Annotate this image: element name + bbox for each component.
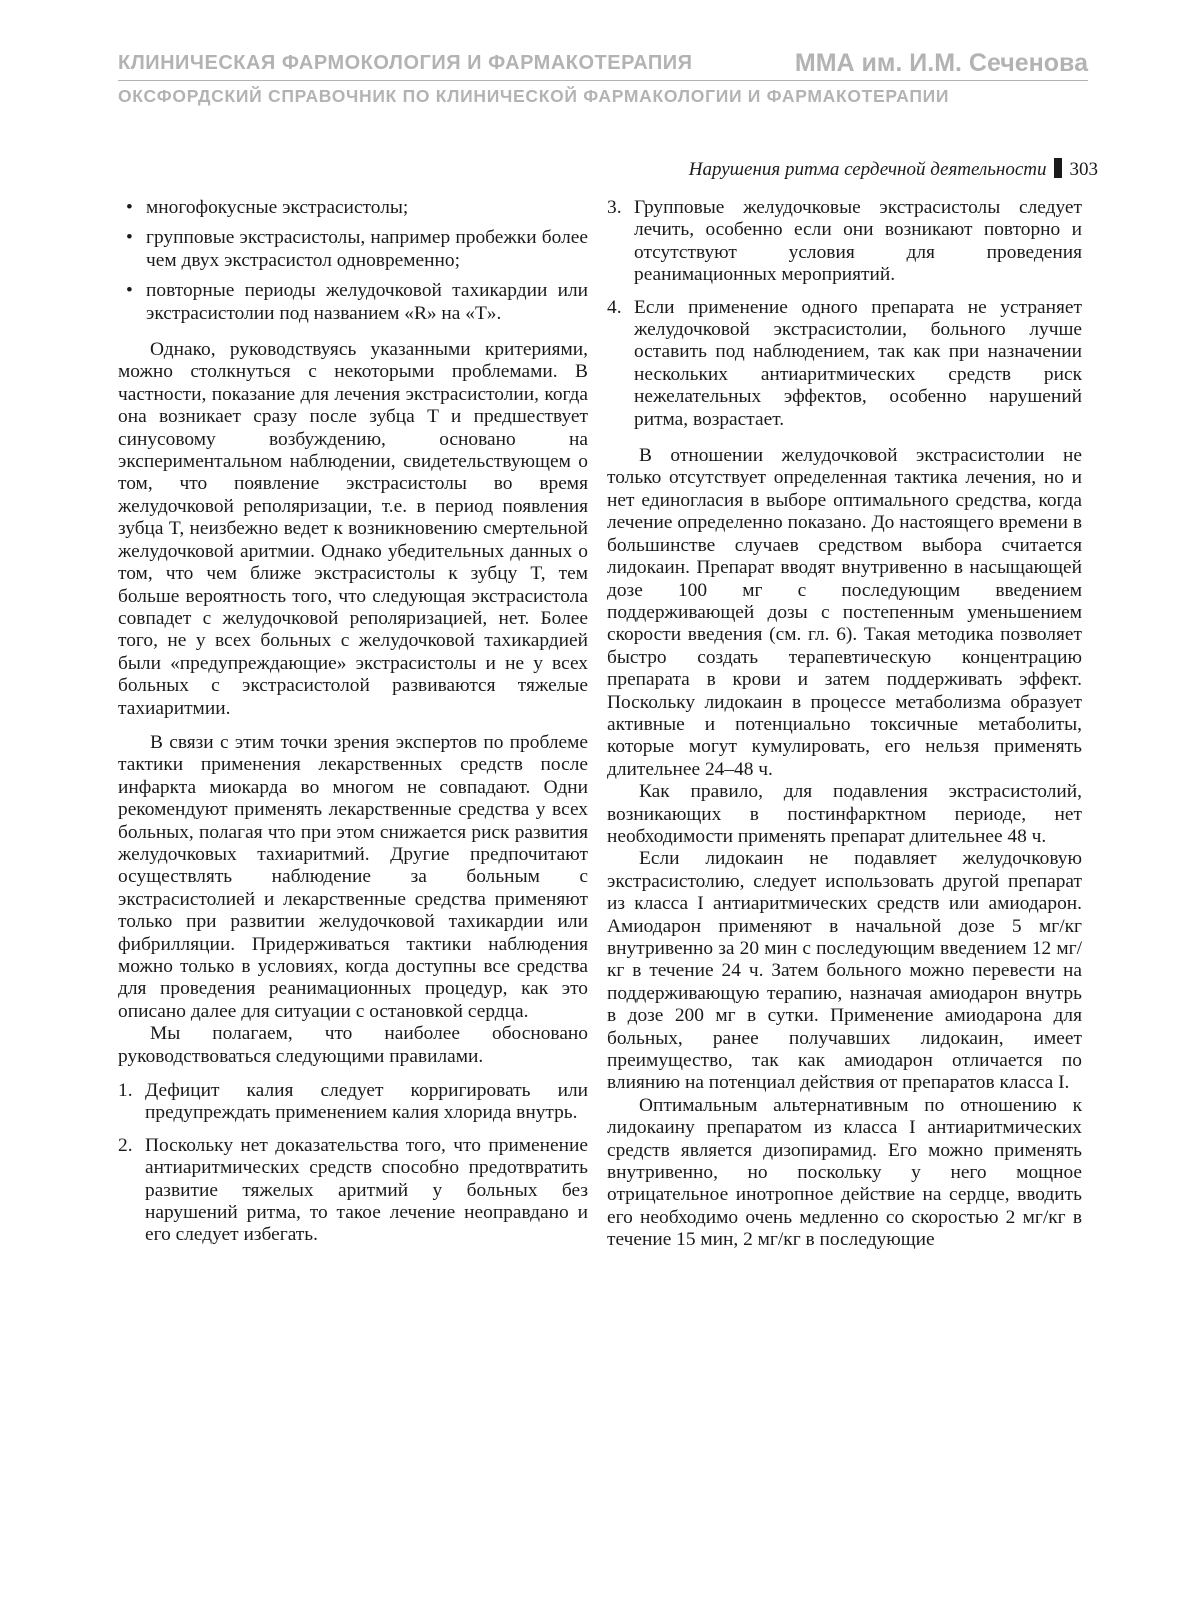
paragraph: Однако, руководствуясь указанными критериями, можно столкнуться с некоторыми проблемами. В частности, показание для лечения экстрасистолии, когда она возникает сразу после зубца T и предшествует синусовому возбуждению, основано на экспериментальном наблюдении, свидетельствующем о том, что появление экстрасистолы во время желудочковой реполяризации, т.е. в период появления зубца T, неизбежно ведет к возникновению смертельной желудочковой аритмии. Однако убедительных данных о том, что чем ближе экстрасистолы к зубцу T, тем больше вероятность того, что следующая экстрасистола совпадет с желудочковой реполяризацией, нет. Более того, не у всех больных с желудочковой тахикардией были «предупреждающие» экстрасистолы и не у всех больных с экстрасистолой развиваются тяжелые тахиаритмии.: [118, 339, 588, 719]
running-head-section: Нарушения ритма сердечной деятельности: [688, 159, 1047, 180]
item-number: 2.: [118, 1134, 133, 1156]
paragraph: Если лидокаин не подавляет желудочковую экстрасистолию, следует использовать другой препарат из класса I антиаритмических средств или амиодарон. Амиодарон применяют в начальной дозе 5 мг/кг внутривенно за 20 мин с последующим введением 12 мг/кг в течение 24 ч. Затем больного можно перевести на поддерживающую терапию, назначая амиодарон внутрь в дозе 200 мг в сутки. Применение амиодарона для больных, ранее получавших лидокаин, имеет преимущество, так как амиодарон отличается по влиянию на потенциал действия от препаратов класса I.: [607, 848, 1082, 1094]
paragraph: Оптимальным альтернативным по отношению к лидокаину препаратом из класса I антиаритмических средств является дизопирамид. Его можно применять внутривенно, но поскольку у него мощное отрицательное инотропное действие на сердце, вводить его необходимо очень медленно со скоростью 2 мг/кг в течение 15 мин, 2 мг/кг в последующие: [607, 1094, 1082, 1251]
list-item: • повторные периоды желудочковой тахикардии или экстрасистолии под названием «R» на «T».: [146, 280, 588, 325]
item-number: 1.: [118, 1080, 133, 1102]
list-item: [118, 1134, 588, 1247]
paragraph: В связи с этим точки зрения экспертов по проблеме тактики применения лекарственных средств после инфаркта миокарда во многом не совпадают. Одни рекомендуют применять лекарственные средства у всех больных, полагая что при этом снижается риск развития желудочковых тахиаритмий. Другие предпочитают осуществлять наблюдение за больным с экстрасистолией и лекарственные средства применяют только при развитии желудочковой тахикардии или фибрилляции. Придерживаться тактики наблюдения можно только в условиях, когда доступны все средства для проведения реанимационных процедур, как это описано далее для ситуации с остановкой сердца.: [118, 731, 588, 1022]
item-text: Если применение одного препарата не устраняет желудочковой экстрасистолии, больного лучше оставить под наблюдением, так как при назначении нескольких антиаритмических средств риск нежелательных эффектов, особенно нарушений ритма, возрастает.: [634, 296, 1082, 430]
running-head: [689, 158, 1098, 181]
rules-list-continued: [607, 197, 1082, 431]
paragraph: В отношении желудочковой экстрасистолии не только отсутствует определенная тактика лечения, но и нет единогласия в выборе оптимального средства, когда лечение определенно показано. До настоящего времени в большинстве случаев средством выбора считается лидокаин. Препарат вводят внутривенно в насыщающей дозе 100 мг с последующим введением поддерживающей дозы с постепенным уменьшением скорости введения (см. гл. 6). Такая методика позволяет быстро создать терапевтическую концентрацию препарата в крови и затем поддерживать эффект. Поскольку лидокаин в процессе метаболизма образует активные и потенциально токсичные метаболиты, которые могут кумулировать, его нельзя применять длительнее 24–48 ч.: [607, 445, 1082, 780]
right-column: [607, 197, 1082, 1252]
list-item: [118, 1080, 588, 1125]
list-item: • групповые экстрасистолы, например пробежки более чем двух экстрасистол одновременно;: [146, 227, 588, 272]
running-head-marker: [1054, 158, 1062, 178]
criteria-list: [118, 197, 588, 325]
item-number: 4.: [607, 296, 622, 318]
item-number: 3.: [607, 197, 622, 218]
item-text: Поскольку нет доказательства того, что применение антиаритмических средств способно предотвратить развитие тяжелых аритмий у больных без нарушений ритма, то такое лечение неоправдано и его следует избегать.: [145, 1134, 588, 1246]
header-title: КЛИНИЧЕСКАЯ ФАРМОКОЛОГИЯ И ФАРМАКОТЕРАПИЯ: [118, 52, 693, 74]
rules-list: [118, 1080, 588, 1247]
item-text: Дефицит калия следует корригировать или предупреждать применением калия хлорида внутрь.: [145, 1080, 588, 1124]
header-publisher: ММА им. И.М. Сеченова: [794, 49, 1088, 77]
page-number: 303: [1069, 159, 1098, 180]
left-column: [118, 197, 588, 1257]
header-subtitle: ОКСФОРДСКИЙ СПРАВОЧНИК ПО КЛИНИЧЕСКОЙ ФАРМАКОЛОГИИ И ФАРМАКОТЕРАПИИ: [118, 86, 950, 106]
list-item: [607, 197, 1082, 287]
item-text: Групповые желудочковые экстрасистолы следует лечить, особенно если они возникают повторно и отсутствуют условия для проведения реанимационных мероприятий.: [634, 197, 1082, 286]
paragraph: Как правило, для подавления экстрасистолий, возникающих в постинфарктном периоде, нет необходимости применять препарат длительнее 48 ч.: [607, 781, 1082, 847]
paragraph: Мы полагаем, что наиболее обосновано руководствоваться следующими правилами.: [118, 1023, 588, 1067]
list-item: [607, 296, 1082, 431]
list-item: • многофокусные экстрасистолы;: [146, 197, 588, 219]
book-header: [118, 49, 1088, 81]
